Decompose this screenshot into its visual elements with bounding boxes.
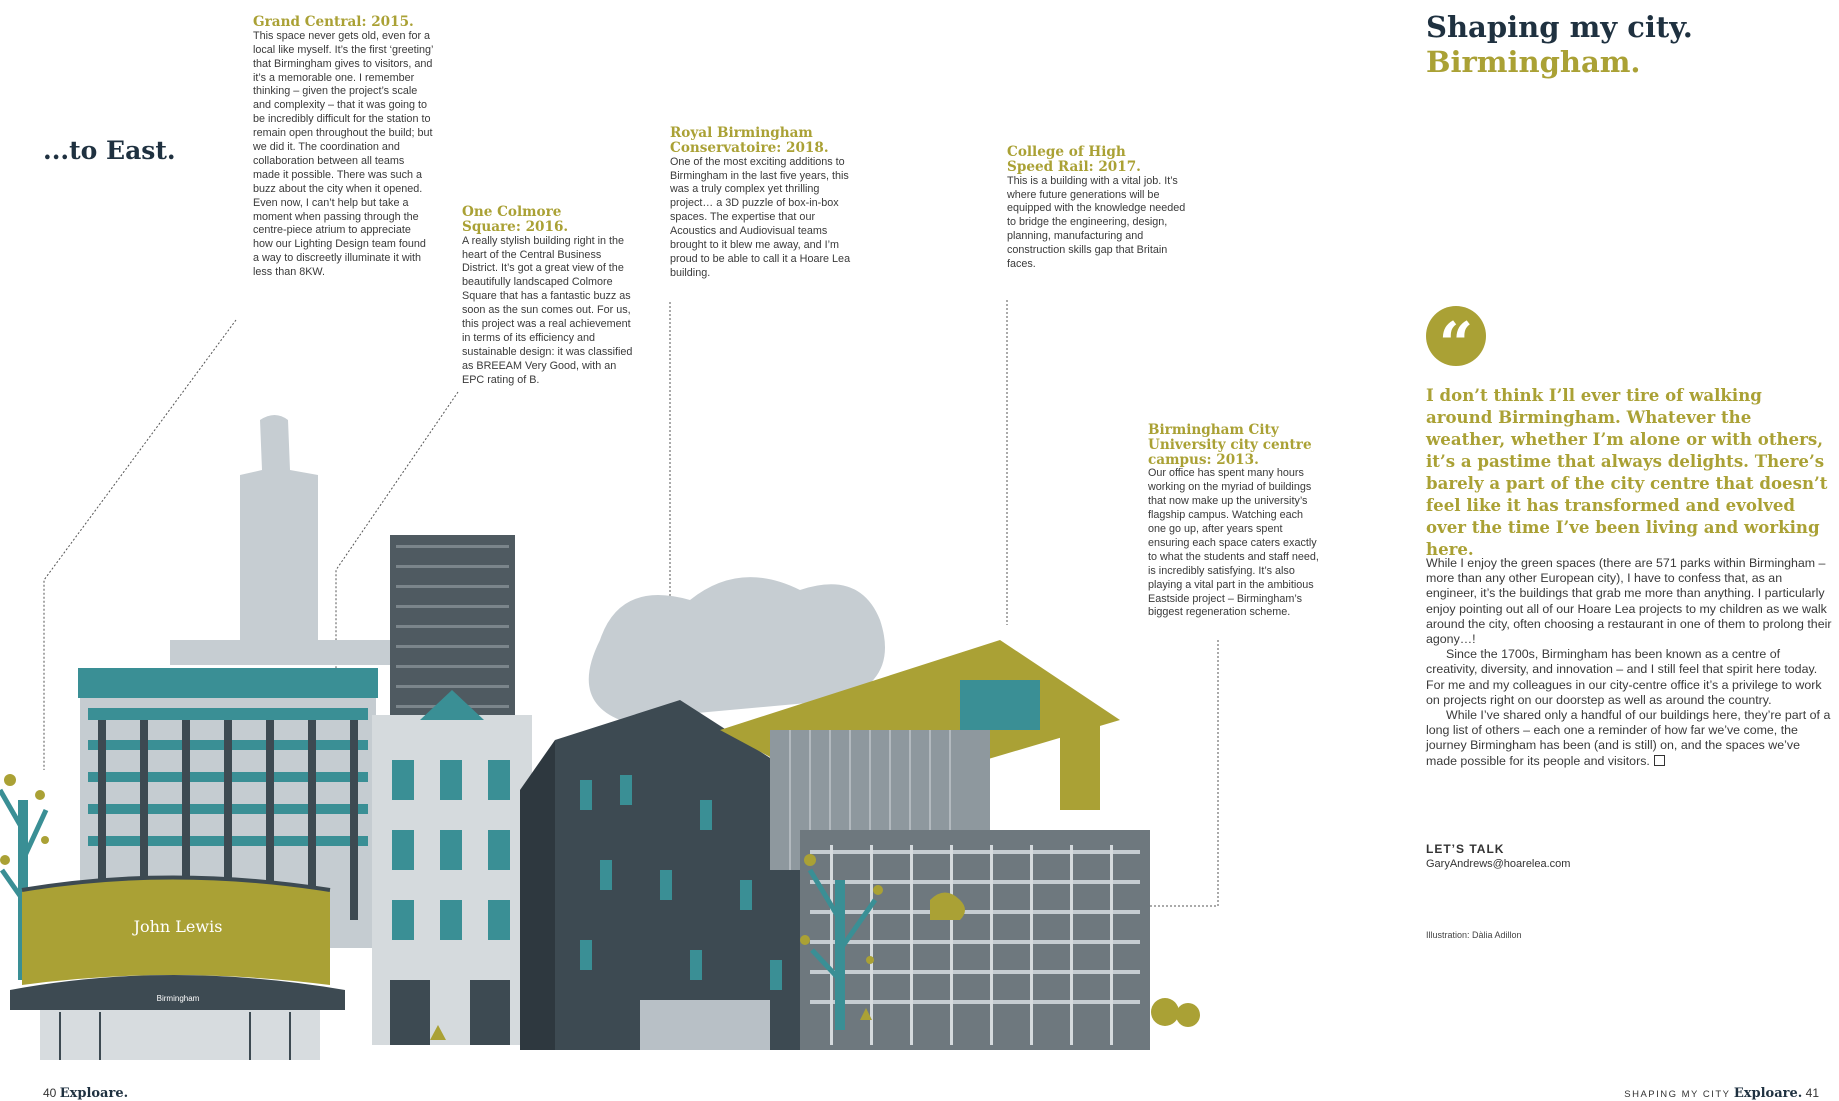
bcu-campus-building: [800, 830, 1150, 1050]
body-paragraph-1: While I enjoy the green spaces (there are 571 parks within Birmingham – more than any other European city), I have to confess that, as an engineer, it’s the buildings that grab me more than anything. I particularly enjoy pointing out all of our Hoare Lea projects to my children as we walk around the city, often choosing a restaurant in one of them to prolong their agony…!: [1426, 556, 1832, 647]
victorian-building: [372, 690, 532, 1045]
clock-tower-silhouette: [240, 415, 318, 640]
article-body: [1426, 556, 1832, 769]
footer-kicker: SHAPING MY CITY: [1624, 1089, 1731, 1100]
john-lewis-sign: John Lewis: [133, 917, 223, 936]
section-heading: ...to East.: [43, 136, 176, 165]
brand-left: Exploare.: [59, 1086, 129, 1101]
pullquote: I don’t think I’ll ever tire of walking around Birmingham. Whatever the weather, whether I’m alone or with others, it’s a pastime that always delights. There’s barely a part of the city centre that doesn’t feel like it has transformed and evolved over the time I’ve been living and working here.: [1426, 385, 1828, 559]
title-line-1: Shaping my city.: [1426, 10, 1693, 44]
john-lewis-facade: [10, 878, 345, 1061]
caption-body: Our office has spent many hours working on the myriad of buildings that now make up the university’s flagship campus. Watching each one go up, after years spent ensuring each space caters exactly to what the students and staff need, is incredibly satisfying. It’s also playing a vital part in the ambitious Eastside project – Birmingham’s biggest regeneration scheme.: [1148, 467, 1319, 619]
caption-body: This space never gets old, even for a local like myself. It’s the first ‘greeting’ that Birmingham gives to visitors, and it’s a memorable one. I remember thinking – given the project’s scale and complexity – that it was going to be incredibly difficult for the station to remain open throughout the build; but we did it. The coordination and collaboration between all teams made it possible. There was such a buzz about the city when it opened. Even now, I can’t help but take a moment when passing through the centre-piece atrium to appreciate how our Lighting Design team found a way to discreetly illuminate it with less than 8KW.: [253, 29, 434, 279]
birmingham-sign: Birmingham: [156, 994, 200, 1003]
body-paragraph-3-text: While I’ve shared only a handful of our buildings here, they’re part of a long list of others – each one a reminder of how far we’ve come, the journey Birmingham has been (and is still) on, and the spaces we’ve made possible for its people and visitors.: [1426, 708, 1831, 768]
illustration-credit: Illustration: Dàlia Adillon: [1426, 930, 1522, 940]
caption-royal-birmingham-conservatoire: [670, 126, 856, 281]
caption-title: College of High Speed Rail: 2017.: [1007, 144, 1141, 175]
page-title: [1426, 10, 1693, 80]
contact-email-link[interactable]: GaryAndrews@hoarelea.com: [1426, 858, 1571, 870]
contact-label: LET’S TALK: [1426, 842, 1505, 856]
quote-mark-icon: “: [1426, 306, 1486, 366]
caption-college-high-speed-rail: [1007, 145, 1193, 272]
caption-title: Grand Central: 2015.: [253, 14, 414, 30]
footer-left: [43, 1086, 128, 1101]
brand-right: Exploare.: [1733, 1086, 1803, 1101]
caption-title: Royal Birmingham Conservatoire: 2018.: [670, 125, 829, 156]
footer-right: [1624, 1086, 1819, 1101]
title-line-2: Birmingham.: [1426, 45, 1641, 79]
page-number-right: 41: [1805, 1086, 1819, 1100]
caption-title: One Colmore Square: 2016.: [462, 204, 569, 235]
caption-body: A really stylish building right in the heart of the Central Business District. It’s got a great view of the beautifully landscaped Colmore Square that has a fantastic buzz as soon as the sun comes out. For us, this project was a real achievement in terms of its efficiency and sustainable design: it was classified as BREEAM Very Good, with an EPC rating of B.: [462, 234, 633, 386]
caption-body: This is a building with a vital job. It’s where future generations will be equipped with the knowledge needed to bridge the engineering, design, planning, manufacturing and construction skills gap that Britain faces.: [1007, 174, 1186, 271]
end-square-icon: [1654, 755, 1665, 766]
tower-balustrade: [170, 640, 390, 665]
city-illustration: [0, 300, 1230, 1060]
caption-title: Birmingham City University city centre campus: 2013.: [1148, 422, 1312, 468]
page-number-left: 40: [43, 1086, 57, 1100]
caption-body: One of the most exciting additions to Birmingham in the last five years, this was a truly complex yet thrilling project… a 3D puzzle of box-in-box spaces. The expertise that our Acoustics and Audiovisual teams brought to it blew me away, and I’m proud to be able to call it a Hoare Lea building.: [670, 155, 851, 279]
caption-grand-central: [253, 15, 433, 280]
body-paragraph-3: [1426, 708, 1832, 769]
body-paragraph-2: Since the 1700s, Birmingham has been known as a centre of creativity, diversity, and innovation – and I still feel that spirit here today. For me and my colleagues in our city-centre office it’s a privilege to work on projects right on our doorstep as well as around the country.: [1426, 647, 1822, 707]
